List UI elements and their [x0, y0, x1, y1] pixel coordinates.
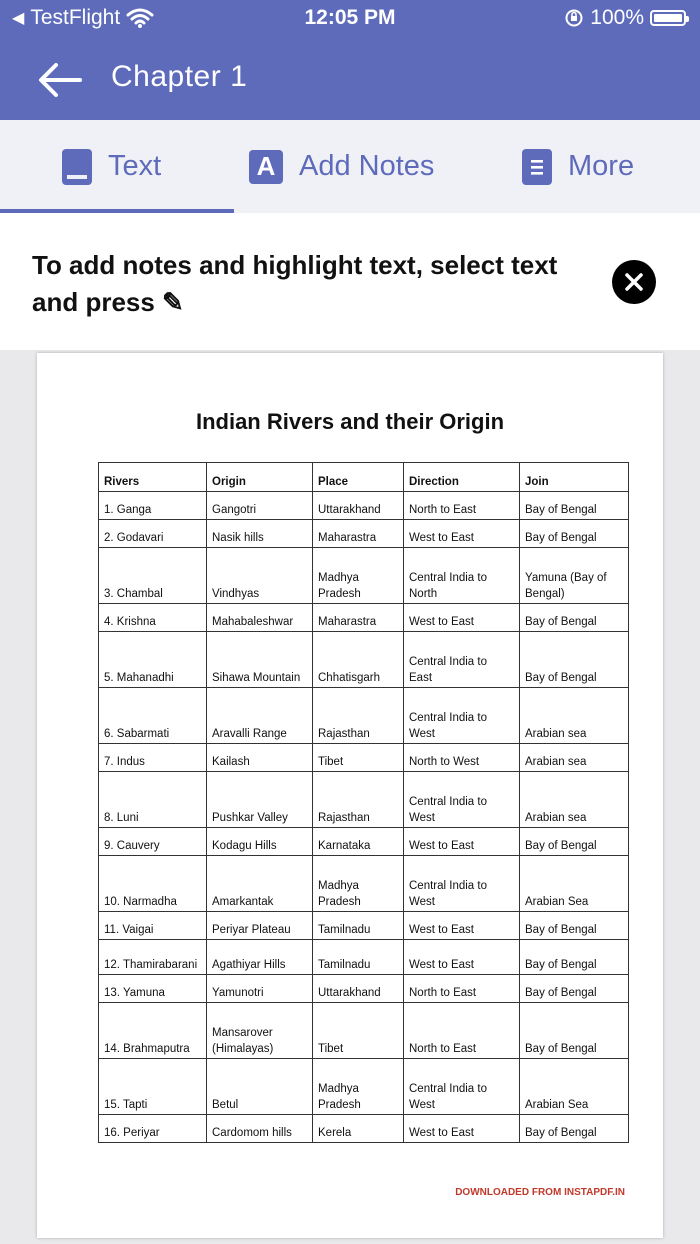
- table-row: [99, 744, 629, 772]
- table-cell: Yamuna (Bay of Bengal): [520, 548, 629, 604]
- document-page: [37, 353, 663, 1238]
- table-cell: Bay of Bengal: [520, 828, 629, 856]
- table-cell: Central India to North: [404, 548, 520, 604]
- table-cell: Bay of Bengal: [520, 912, 629, 940]
- table-row: [99, 912, 629, 940]
- table-cell: 4. Krishna: [99, 604, 207, 632]
- tab-add-notes[interactable]: [249, 120, 434, 213]
- table-cell: Tamilnadu: [313, 940, 404, 975]
- back-button[interactable]: [38, 62, 82, 98]
- table-cell: Central India to West: [404, 1059, 520, 1115]
- table-cell: Chhatisgarh: [313, 632, 404, 688]
- tab-bar: [0, 120, 700, 213]
- table-cell: Sihawa Mountain: [207, 632, 313, 688]
- table-cell: Aravalli Range: [207, 688, 313, 744]
- table-cell: Bay of Bengal: [520, 632, 629, 688]
- table-cell: 5. Mahanadhi: [99, 632, 207, 688]
- table-row: [99, 975, 629, 1003]
- table-cell: 13. Yamuna: [99, 975, 207, 1003]
- table-cell: Bay of Bengal: [520, 492, 629, 520]
- table-cell: Uttarakhand: [313, 492, 404, 520]
- document-title: Indian Rivers and their Origin: [195, 409, 505, 434]
- table-cell: Central India to West: [404, 772, 520, 828]
- table-cell: Tibet: [313, 1003, 404, 1059]
- app-header: [0, 40, 700, 120]
- table-cell: Madhya Pradesh: [313, 856, 404, 912]
- document-icon: [522, 149, 552, 185]
- table-cell: 16. Periyar: [99, 1115, 207, 1143]
- column-header: Direction: [404, 463, 520, 492]
- table-cell: 6. Sabarmati: [99, 688, 207, 744]
- table-cell: 10. Narmadha: [99, 856, 207, 912]
- table-row: [99, 604, 629, 632]
- table-row: [99, 688, 629, 744]
- status-time: 12:05 PM: [304, 6, 396, 29]
- table-cell: Agathiyar Hills: [207, 940, 313, 975]
- table-row: [99, 856, 629, 912]
- table-row: [99, 632, 629, 688]
- table-header-row: [99, 463, 629, 492]
- table-cell: 8. Luni: [99, 772, 207, 828]
- table-cell: 14. Brahmaputra: [99, 1003, 207, 1059]
- arrow-left-icon: [38, 62, 82, 98]
- battery-fill: [654, 14, 682, 22]
- table-cell: Kerela: [313, 1115, 404, 1143]
- table-cell: West to East: [404, 940, 520, 975]
- table-cell: Arabian sea: [520, 744, 629, 772]
- table-cell: Mansarover (Himalayas): [207, 1003, 313, 1059]
- table-cell: Pushkar Valley: [207, 772, 313, 828]
- rivers-table: [98, 462, 629, 1143]
- table-cell: 9. Cauvery: [99, 828, 207, 856]
- table-cell: Maharastra: [313, 604, 404, 632]
- status-bar: [0, 0, 700, 40]
- table-cell: Betul: [207, 1059, 313, 1115]
- table-cell: Nasik hills: [207, 520, 313, 548]
- table-row: [99, 828, 629, 856]
- table-cell: Arabian sea: [520, 772, 629, 828]
- table-cell: North to East: [404, 975, 520, 1003]
- table-cell: West to East: [404, 1115, 520, 1143]
- table-row: [99, 492, 629, 520]
- table-cell: Bay of Bengal: [520, 604, 629, 632]
- table-cell: Arabian Sea: [520, 856, 629, 912]
- tab-more-label: More: [568, 150, 635, 182]
- table-cell: West to East: [404, 604, 520, 632]
- tab-more[interactable]: [522, 120, 634, 213]
- table-cell: 1. Ganga: [99, 492, 207, 520]
- hint-message: To add notes and highlight text, select text and press ✎: [32, 250, 558, 317]
- table-cell: Kodagu Hills: [207, 828, 313, 856]
- a-letter-icon: A: [249, 150, 283, 184]
- table-cell: North to East: [404, 492, 520, 520]
- table-row: [99, 940, 629, 975]
- table-cell: Maharastra: [313, 520, 404, 548]
- table-cell: Madhya Pradesh: [313, 1059, 404, 1115]
- tab-text-label: Text: [108, 150, 162, 182]
- table-cell: 15. Tapti: [99, 1059, 207, 1115]
- orientation-lock-icon: [564, 8, 584, 28]
- table-row: [99, 520, 629, 548]
- status-right: [564, 6, 686, 30]
- column-header: Origin: [207, 463, 313, 492]
- table-cell: Arabian sea: [520, 688, 629, 744]
- table-row: [99, 772, 629, 828]
- page-title: Chapter 1: [111, 60, 248, 93]
- table-cell: North to East: [404, 1003, 520, 1059]
- table-cell: Bay of Bengal: [520, 1115, 629, 1143]
- column-header: Place: [313, 463, 404, 492]
- table-cell: Vindhyas: [207, 548, 313, 604]
- table-cell: Arabian Sea: [520, 1059, 629, 1115]
- table-cell: Bay of Bengal: [520, 1003, 629, 1059]
- table-cell: Cardomom hills: [207, 1115, 313, 1143]
- table-cell: Gangotri: [207, 492, 313, 520]
- table-cell: Amarkantak: [207, 856, 313, 912]
- table-cell: West to East: [404, 828, 520, 856]
- table-cell: Uttarakhand: [313, 975, 404, 1003]
- tab-add-notes-label: Add Notes: [299, 150, 435, 182]
- table-cell: Central India to East: [404, 632, 520, 688]
- table-cell: Yamunotri: [207, 975, 313, 1003]
- close-banner-button[interactable]: [612, 260, 656, 304]
- table-cell: Mahabaleshwar: [207, 604, 313, 632]
- table-cell: Rajasthan: [313, 772, 404, 828]
- table-cell: 2. Godavari: [99, 520, 207, 548]
- table-row: [99, 1115, 629, 1143]
- table-row: [99, 548, 629, 604]
- download-source-note: DOWNLOADED FROM INSTAPDF.IN: [455, 1187, 625, 1198]
- tab-text[interactable]: [62, 120, 161, 213]
- back-triangle-icon: ◀: [12, 10, 25, 27]
- battery-percent: 100%: [590, 6, 644, 29]
- back-app-label: TestFlight: [30, 6, 121, 29]
- table-cell: Periyar Plateau: [207, 912, 313, 940]
- table-cell: Bay of Bengal: [520, 940, 629, 975]
- table-cell: 12. Thamirabarani: [99, 940, 207, 975]
- table-cell: North to West: [404, 744, 520, 772]
- hint-banner: [0, 213, 700, 350]
- column-header: Rivers: [99, 463, 207, 492]
- table-cell: Rajasthan: [313, 688, 404, 744]
- column-header: Join: [520, 463, 629, 492]
- battery-icon: [650, 10, 686, 26]
- table-cell: Tibet: [313, 744, 404, 772]
- table-cell: 11. Vaigai: [99, 912, 207, 940]
- table-cell: Central India to West: [404, 856, 520, 912]
- table-cell: Bay of Bengal: [520, 520, 629, 548]
- close-icon: [612, 260, 656, 304]
- table-cell: Central India to West: [404, 688, 520, 744]
- table-cell: Kailash: [207, 744, 313, 772]
- table-cell: Madhya Pradesh: [313, 548, 404, 604]
- table-cell: Bay of Bengal: [520, 975, 629, 1003]
- table-row: [99, 1003, 629, 1059]
- table-row: [99, 1059, 629, 1115]
- book-icon: [62, 149, 92, 185]
- table-cell: West to East: [404, 912, 520, 940]
- table-cell: West to East: [404, 520, 520, 548]
- table-cell: 3. Chambal: [99, 548, 207, 604]
- table-cell: Karnataka: [313, 828, 404, 856]
- table-cell: Tamilnadu: [313, 912, 404, 940]
- table-cell: 7. Indus: [99, 744, 207, 772]
